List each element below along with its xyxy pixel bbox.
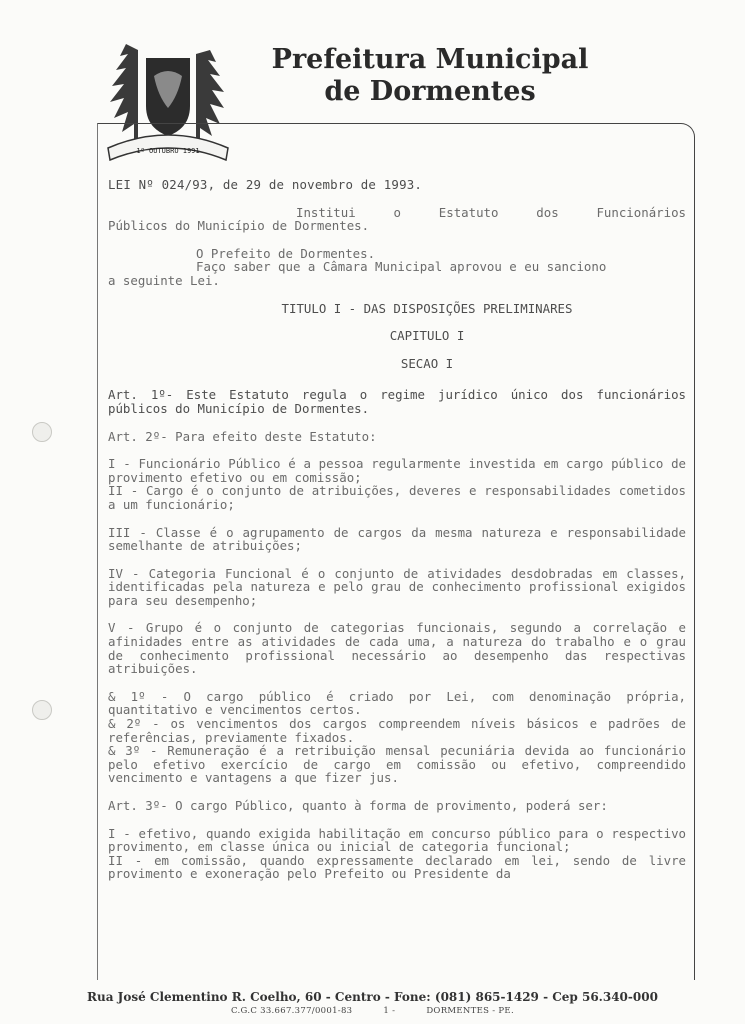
article-1: Art. 1º- Este Estatuto regula o regime jurídico único dos funcionários públicos do Município de Dormentes. bbox=[108, 387, 694, 416]
footer-cgc: C.G.C 33.667.377/0001-83 bbox=[231, 1006, 353, 1016]
secao-heading: SECAO I bbox=[400, 355, 454, 371]
paragraph-3: & 3º - Remuneração é a retribuição mensal pecuniária devida ao funcionário pelo efetivo exercício de cargo em comissão ou efetivo, compreendido vencimento e vantagens a que fizer jus. bbox=[108, 743, 694, 786]
title-line-2: de Dormentes bbox=[324, 76, 536, 107]
article-2-item-iv: IV - Categoria Funcional é o conjunto de atividades desdobradas em classes, identificadas pela natureza e pelo grau de conhecimento profissional exigidos para seu desempenho; bbox=[108, 565, 694, 608]
article-2: Art. 2º- Para efeito deste Estatuto: bbox=[108, 428, 377, 444]
titulo-heading: TITULO I - DAS DISPOSIÇÕES PRELIMINARES bbox=[281, 300, 573, 316]
article-3-item-ii: II - em comissão, quando expressamente declarado em lei, sendo de livre provimento e exoneração pelo Prefeito ou Presidente da bbox=[108, 852, 694, 882]
crest-ribbon-text: 1º OUTUBRO 1991 bbox=[136, 147, 200, 155]
title-line-1: Prefeitura Municipal bbox=[271, 44, 589, 75]
preamble-line-2: Faço saber que a Câmara Municipal aprovou e eu sanciono bbox=[196, 259, 607, 275]
footer-city: DORMENTES - PE. bbox=[426, 1006, 514, 1016]
law-document-body bbox=[108, 177, 694, 882]
preamble-line-3: a seguinte Lei. bbox=[108, 272, 220, 288]
paragraph-1: & 1º - O cargo público é criado por Lei, com denominação própria, quantitativo e vencimentos certos. bbox=[108, 688, 694, 718]
page-title bbox=[250, 44, 610, 108]
article-2-item-v: V - Grupo é o conjunto de categorias funcionais, segundo a correlação e afinidades entre as atividades de cada uma, a natureza do trabalho e o grau de conhecimento profissional necessário ao desempenho das respectivas atribuições. bbox=[108, 620, 694, 677]
footer-meta bbox=[0, 1006, 745, 1016]
law-heading: LEI Nº 024/93, de 29 de novembro de 1993. bbox=[108, 177, 423, 192]
summary-line-2: Públicos do Município de Dormentes. bbox=[108, 218, 370, 234]
paragraph-2: & 2º - os vencimentos dos cargos compreendem níveis básicos e padrões de referências, previamente fixados. bbox=[108, 716, 694, 745]
preamble-line-1: O Prefeito de Dormentes. bbox=[196, 245, 376, 261]
punch-hole-top bbox=[32, 422, 52, 442]
article-2-item-ii: II - Cargo é o conjunto de atribuições, deveres e responsabilidades cometidos a um funcionário; bbox=[108, 483, 694, 512]
article-3: Art. 3º- O cargo Público, quanto à forma de provimento, poderá ser: bbox=[108, 798, 608, 813]
summary-line-1: Institui o Estatuto dos Funcionários bbox=[296, 204, 686, 220]
article-2-item-i: I - Funcionário Público é a pessoa regularmente investida em cargo público de provimento efetivo ou em comissão; bbox=[108, 456, 694, 485]
article-2-item-iii: III - Classe é o agrupamento de cargos da mesma natureza e responsabilidade semelhante de atribuições; bbox=[108, 524, 694, 554]
article-3-item-i: I - efetivo, quando exigida habilitação em concurso público para o respectivo provimento, em classe única ou inicial de categoria funcional; bbox=[108, 825, 694, 855]
capitulo-heading: CAPITULO I bbox=[389, 328, 465, 344]
page-number: 1 - bbox=[383, 1006, 396, 1016]
footer-address: Rua José Clementino R. Coelho, 60 - Centro - Fone: (081) 865-1429 - Cep 56.340-000 bbox=[87, 990, 658, 1004]
punch-hole-bottom bbox=[32, 700, 52, 720]
